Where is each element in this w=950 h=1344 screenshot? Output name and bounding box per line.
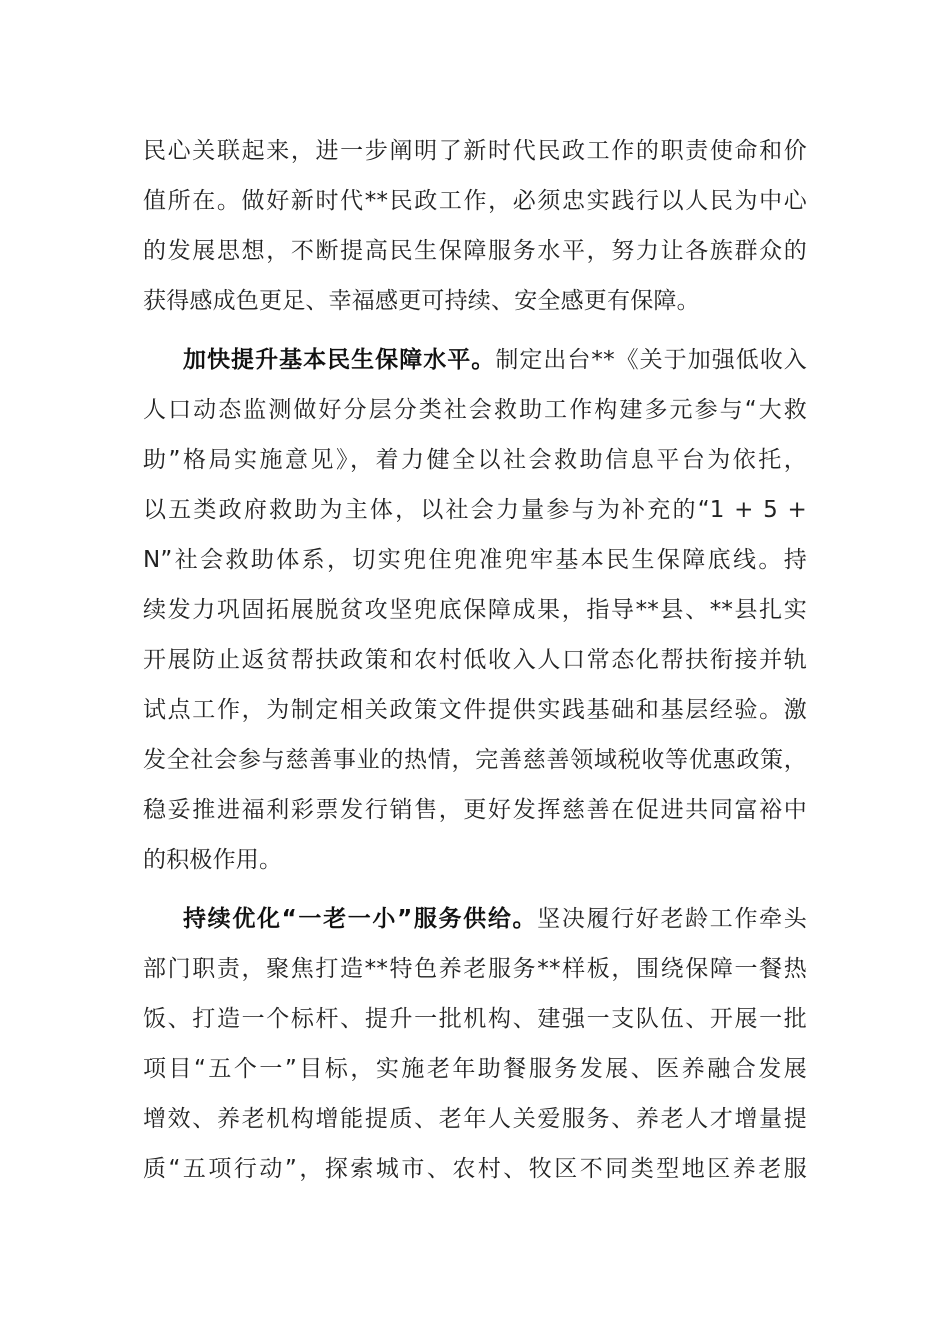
paragraph-first-line (143, 894, 807, 944)
paragraph-basic-livelihood (143, 335, 807, 885)
text-line: 助”格局实施意见》，着力健全以社会救助信息平台为依托， (143, 447, 807, 473)
text-line: 增效、养老机构增能提质、老年人关爱服务、养老人才增量提 (143, 1106, 807, 1132)
text-line: 试点工作，为制定相关政策文件提供实践基础和基层经验。激 (143, 697, 807, 723)
text-line: 部门职责，聚焦打造**特色养老服务**样板，围绕保障一餐热 (143, 956, 807, 982)
paragraph-heading: 加快提升基本民生保障水平。 (183, 347, 496, 373)
text-line: 人口动态监测做好分层分类社会救助工作构建多元参与“大救 (143, 397, 807, 423)
paragraph-elderly-children-services (143, 894, 807, 1194)
paragraph-first-line-text: 坚决履行好老龄工作牵头 (537, 906, 807, 932)
text-line: 项目“五个一”目标，实施老年助餐服务发展、医养融合发展 (143, 1056, 807, 1082)
text-line: 质“五项行动”，探索城市、农村、牧区不同类型地区养老服 (143, 1156, 807, 1182)
text-line: 饭、打造一个标杆、提升一批机构、建强一支队伍、开展一批 (143, 1006, 807, 1032)
text-line: 民心关联起来，进一步阐明了新时代民政工作的职责使命和价 (143, 138, 807, 164)
text-line: 获得感成色更足、幸福感更可持续、安全感更有保障。 (143, 288, 700, 314)
paragraph-first-line (143, 335, 807, 385)
text-line: 续发力巩固拓展脱贫攻坚兜底保障成果，指导**县、**县扎实 (143, 597, 807, 623)
text-line: 的积极作用。 (143, 847, 283, 873)
paragraph-heading: 持续优化“一老一小”服务供给。 (183, 906, 538, 932)
text-line: 值所在。做好新时代**民政工作，必须忠实践行以人民为中心 (143, 188, 807, 214)
paragraph-continuation (143, 126, 807, 326)
text-line: 以五类政府救助为主体，以社会力量参与为补充的“1 + 5 + (143, 497, 807, 523)
text-line: 开展防止返贫帮扶政策和农村低收入人口常态化帮扶衔接并轨 (143, 647, 807, 673)
text-line: 的发展思想，不断提高民生保障服务水平，努力让各族群众的 (143, 238, 807, 264)
text-line: N”社会救助体系，切实兜住兜准兜牢基本民生保障底线。持 (143, 547, 807, 573)
text-line: 发全社会参与慈善事业的热情，完善慈善领域税收等优惠政策， (143, 747, 807, 773)
text-line: 稳妥推进福利彩票发行销售，更好发挥慈善在促进共同富裕中 (143, 797, 807, 823)
paragraph-first-line-text: 制定出台**《关于加强低收入 (495, 347, 807, 373)
